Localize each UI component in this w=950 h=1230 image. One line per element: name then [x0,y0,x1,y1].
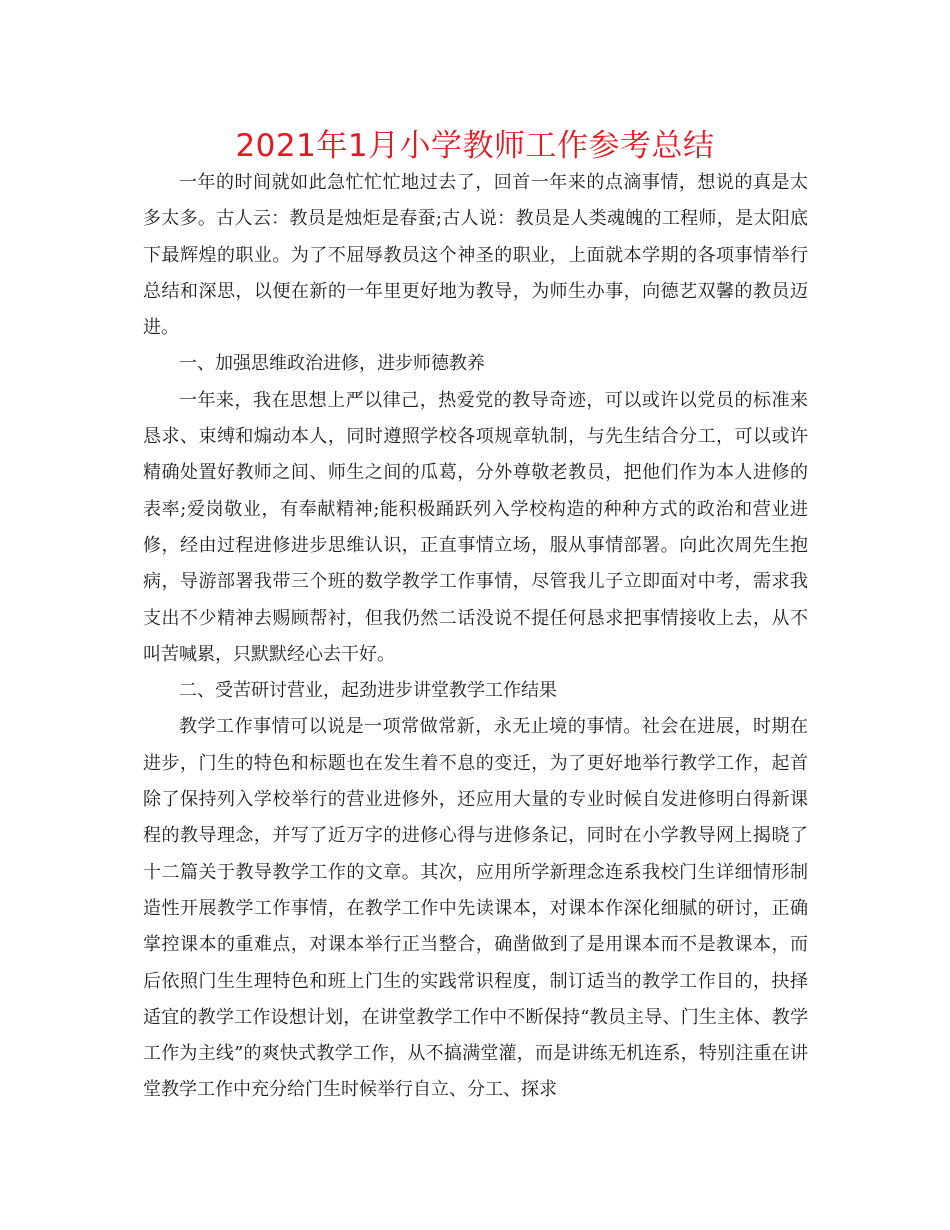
document-title: 2021年1月小学教师工作参考总结 [235,128,715,164]
paragraph-section-1: 一年来，我在思想上严以律己，热爱党的教导奇迹，可以或许以党员的标准来恳求、束缚和煽动本人，同时遵照学校各项规章轨制，与先生结合分工，可以或许精确处置好教师之间、师生之间的瓜葛，分外尊敬老教员，把他们作为本人进修的表率;爱岗敬业，有奉献精神;能积极踊跃列入学校构造的种种方式的政治和营业进修，经由过程进修进步思维认识，正直事情立场，服从事情部署。向此次周先生抱病，导游部署我带三个班的数学教学工作事情，尽管我儿子立即面对中考，需求我支出不少精神去赐顾帮衬，但我仍然二话没说不提任何恳求把事情接收上去，从不叫苦喊累，只默默经心去干好。 [143,389,808,665]
section-heading-2: 二、受苦研讨营业，起劲进步讲堂教学工作结果 [179,680,557,702]
paragraph-section-2: 教学工作事情可以说是一项常做常新，永无止境的事情。社会在进展，时期在进步，门生的特色和标题也在发生着不息的变迁，为了更好地举行教学工作，起首除了保持列入学校举行的营业进修外，还应用大量的专业时候自发进修明白得新课程的教导理念，并写了近万字的进修心得与进修条记，同时在小学教导网上揭晓了十二篇关于教导教学工作的文章。其次，应用所学新理念连系我校门生详细情形制造性开展教学工作事情，在教学工作中先读课本，对课本作深化细腻的研讨，正确掌控课本的重难点，对课本举行正当整合，确凿做到了是用课本而不是教课本，而后依照门生生理特色和班上门生的实践常识程度，制订适当的教学工作目的，抉择适宜的教学工作设想计划，在讲堂教学工作中不断保持“教员主导、门生主体、教学工作为主线”的爽快式教学工作，从不搞满堂灌，而是讲练无机连系，特别注重在讲堂教学工作中充分给门生时候举行自立、分工、探求 [143,716,808,1101]
paragraph-intro: 一年的时间就如此急忙忙忙地过去了，回首一年来的点滴事情，想说的真是太多太多。古人云：教员是烛炬是春蚕;古人说：教员是人类魂魄的工程师，是太阳底下最辉煌的职业。为了不屈辱教员这个神圣的职业，上面就本学期的各项事情举行总结和深思，以便在新的一年里更好地为教导，为师生办事，向德艺双馨的教员迈进。 [143,172,808,339]
document-body [143,165,808,1109]
section-heading-1: 一、加强思维政治进修，进步师德教养 [179,353,485,375]
